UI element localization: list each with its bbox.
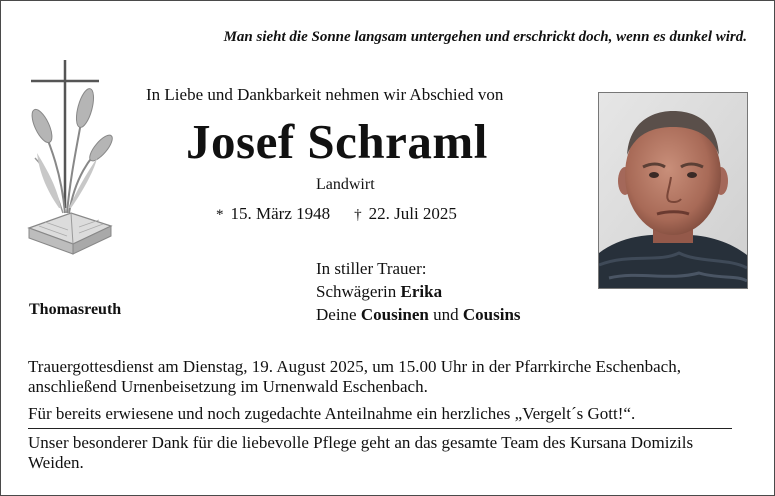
birth-symbol: * [216, 207, 224, 223]
life-dates [216, 204, 457, 224]
mourners-block [316, 257, 521, 326]
hometown: Thomasreuth [29, 301, 122, 318]
mourners-heading: In stiller Trauer: [316, 259, 427, 278]
divider [28, 428, 732, 429]
farewell-intro: In Liebe und Dankbarkeit nehmen wir Abschied von [146, 85, 504, 104]
occupation: Landwirt [316, 176, 375, 193]
deceased-name: Josef Schraml [186, 114, 488, 169]
portrait-photo [598, 92, 748, 289]
care-thanks-text: Unser besonderer Dank für die liebevolle Pflege geht an das gesamte Team des Kursana Domizils Weiden. [28, 433, 694, 472]
mourner-relation: Deine [316, 305, 357, 324]
mourner-name: Erika [400, 282, 443, 301]
mourner-line [316, 303, 521, 326]
mourner-name: Cousins [462, 305, 521, 324]
funeral-service-text: Trauergottesdienst am Dienstag, 19. August 2025, um 15.00 Uhr in der Pfarrkirche Eschenbach, anschließend Urnenbeisetzung im Urnenwald Eschenbach. [28, 357, 681, 396]
cross-wheat-book-icon [25, 58, 115, 278]
death-symbol: † [354, 207, 362, 223]
mourner-name: Cousinen [360, 305, 429, 324]
motto-quote: Man sieht die Sonne langsam untergehen und erschrickt doch, wenn es dunkel wird. [223, 29, 747, 45]
thanks-text: Für bereits erwiesene und noch zugedachte Anteilnahme ein herzliches „Vergelt´s Gott!“. [28, 404, 636, 423]
death-date: 22. Juli 2025 [368, 204, 457, 223]
mourner-line [316, 280, 521, 303]
mourner-relation: Schwägerin [316, 282, 397, 301]
birth-date: 15. März 1948 [230, 204, 331, 223]
mourner-join: und [433, 305, 459, 324]
